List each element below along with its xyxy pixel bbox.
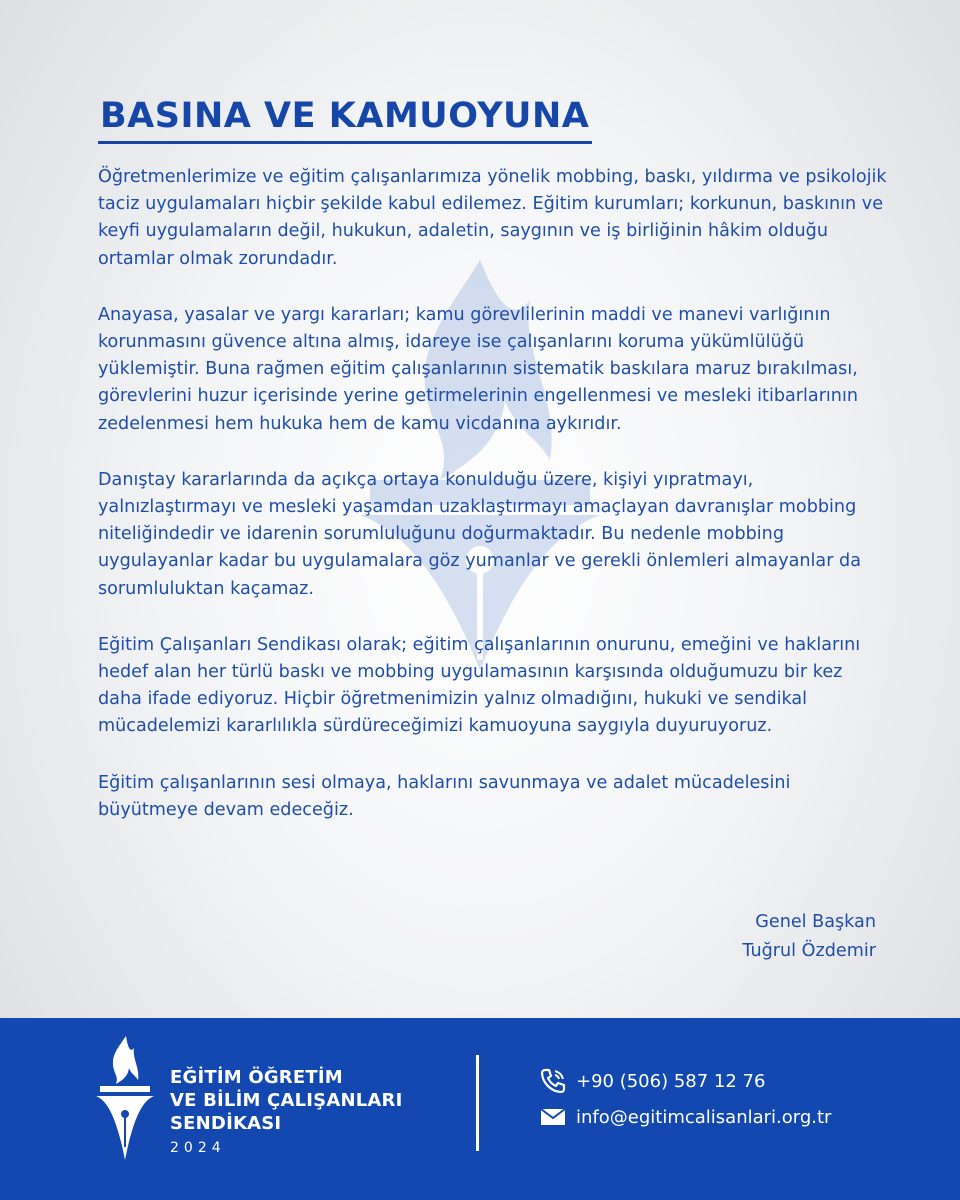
page-title: BASINA VE KAMUOYUNA: [100, 96, 590, 136]
phone-contact[interactable]: [538, 1066, 765, 1096]
signatory-name: Tuğrul Özdemir: [742, 941, 876, 961]
mail-icon: [538, 1102, 568, 1132]
paragraph: Eğitim çalışanlarının sesi olmaya, haklarını savunmaya ve adalet mücadelesini büyütmeye devam edeceğiz.: [98, 772, 791, 820]
paragraph: Danıştay kararlarında da açıkça ortaya konulduğu üzere, kişiyi yıpratmayı, yalnızlaştırmayı ve mesleki yaşamdan uzaklaştırmayı amaçlayan davranışlar mobbing niteliğindedir ve idarenin sorumluluğunu doğurmaktadır. Bu nedenle mobbing uygulayanlar kadar bu uygulamalara göz yumanlar ve gerekli önlemleri almayanlar da sorumluluktan kaçamaz.: [98, 469, 861, 599]
paragraph: Anayasa, yasalar ve yargı kararları; kamu görevlilerinin maddi ve manevi varlığının korunmasını güvence altına almış, idareye ise çalışanlarını koruma yükümlülüğü yüklemiştir. Buna rağmen eğitim çalışanlarının sistematik baskılara maruz bırakılması, görevlerini huzur içerisinde yerine getirmelerinin engellenmesi ve mesleki itibarlarının zedelenmesi hem hukuka hem de kamu vicdanına aykırıdır.: [98, 304, 859, 434]
org-name-line: VE BİLİM ÇALIŞANLARI: [170, 1090, 403, 1111]
phone-icon: [538, 1066, 568, 1096]
phone-number: +90 (506) 587 12 76: [576, 1070, 766, 1092]
email-contact[interactable]: [538, 1102, 831, 1132]
paragraph: Eğitim Çalışanları Sendikası olarak; eğitim çalışanlarının onurunu, emeğini ve haklarını hedef alan her türlü baskı ve mobbing uygulamasının karşısında olduğumuzu bir kez daha ifade ediyoruz. Hiçbir öğretmenimizin yalnız olmadığını, hukuki ve sendikal mücadelemizi kararlılıkla sürdüreceğimizi kamuoyuna saygıyla duyuruyoruz.: [98, 634, 861, 737]
org-name-line: SENDİKASI: [170, 1113, 282, 1134]
email-address: info@egitimcalisanlari.org.tr: [576, 1106, 832, 1128]
paragraph: Öğretmenlerimize ve eğitim çalışanlarımıza yönelik mobbing, baskı, yıldırma ve psikolojik taciz uygulamaları hiçbir şekilde kabul edilemez. Eğitim kurumları; korkunun, baskının ve keyfi uygulamaların değil, hukukun, adaletin, saygının ve iş birliğinin hâkim olduğu ortamlar olmak zorundadır.: [98, 167, 887, 269]
org-name-line: EĞİTİM ÖĞRETİM: [170, 1067, 343, 1088]
organization-year: 2024: [170, 1140, 226, 1156]
footer-divider: [476, 1055, 479, 1151]
title-underline: [98, 141, 592, 144]
signatory-role: Genel Başkan: [755, 912, 876, 932]
signature-block: [742, 908, 876, 966]
flame-pen-logo-icon: [90, 1034, 160, 1162]
statement-body: [98, 164, 890, 853]
organization-name: [170, 1066, 402, 1135]
